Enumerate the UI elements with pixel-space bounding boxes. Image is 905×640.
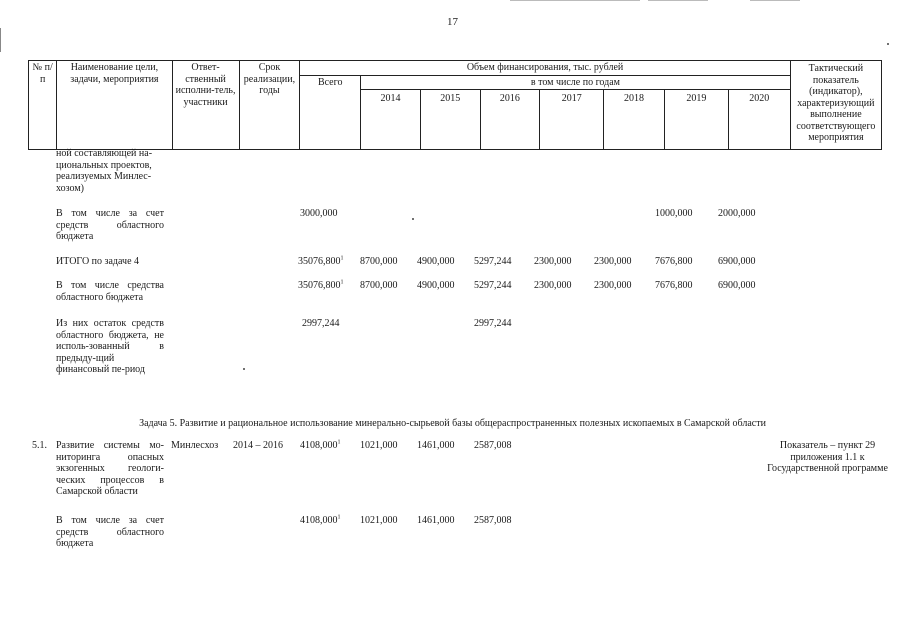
header-no: № п/п (29, 61, 57, 150)
header-term: Срок реализации, годы (239, 61, 300, 150)
row-regional-funds-2019: 7676,800 (655, 280, 693, 291)
row-unspent-balance-total: 2997,244 (302, 318, 340, 329)
header-indicator: Тактический показатель (индикатор), характеризующий выполнение соответствующего мероприятия (790, 61, 881, 150)
row-5-1-regional-name: В том числе за счет средств областного бюджета (56, 515, 164, 549)
row-regional-funds-2017: 2300,000 (534, 280, 572, 291)
header-name: Наименование цели, задачи, мероприятия (57, 61, 172, 150)
row-task4-total-total: 35076,800$^1$ (298, 255, 344, 267)
row-5-1-term: 2014 – 2016 (233, 440, 283, 451)
scan-speck (412, 218, 414, 220)
footnote-mark: 1 (337, 514, 341, 521)
page-number: 17 (447, 16, 458, 28)
header-year-2019: 2019 (664, 90, 728, 150)
row-regional-funds-total: 35076,800$^1$ (298, 279, 344, 291)
header-year-2017: 2017 (540, 90, 604, 150)
header-year-2016: 2016 (480, 90, 540, 150)
header-responsible: Ответ-ственный исполни-тель, участники (172, 61, 239, 150)
footnote-mark: 1 (337, 439, 341, 446)
row-regional-budget-total: 3000,000 (300, 208, 338, 219)
row-5-1-number: 5.1. (32, 440, 47, 451)
header-year-2018: 2018 (604, 90, 665, 150)
row-regional-budget-name: В том числе за счет средств областного бюджета (56, 208, 164, 242)
scan-edge-line (648, 0, 708, 1)
header-year-2014: 2014 (361, 90, 421, 150)
row-task4-total-2017: 2300,000 (534, 256, 572, 267)
footnote-mark: 1 (340, 255, 344, 262)
row-regional-funds-2020: 6900,000 (718, 280, 756, 291)
row-5-1-indicator: Показатель – пункт 29 приложения 1.1 к Государственной программе (767, 440, 888, 474)
row-5-1-responsible: Минлесхоз (171, 440, 219, 451)
row-regional-budget-2020: 2000,000 (718, 208, 756, 219)
row-5-1-regional-2014: 1021,000 (360, 515, 398, 526)
header-financing: Объем финансирования, тыс. рублей (300, 61, 790, 76)
scan-edge-mark (0, 28, 1, 52)
task5-title: Задача 5. Развитие и рациональное использование минерально-сырьевой базы общераспространенных полезных ископаемых в Самарской области (139, 418, 766, 429)
header-year-2015: 2015 (420, 90, 480, 150)
header-year-2020: 2020 (728, 90, 790, 150)
row-5-1-2014: 1021,000 (360, 440, 398, 451)
row-unspent-balance-name: Из них остаток средств областного бюджета, не исполь-зованный в предыду-щий финансовый пе-риод (56, 318, 164, 375)
row-5-1-total: 4108,000$^1$ (300, 439, 341, 451)
row-task4-total-2014: 8700,000 (360, 256, 398, 267)
scan-edge-line (750, 0, 800, 1)
row-5-1-2015: 1461,000 (417, 440, 455, 451)
scan-edge-line (510, 0, 640, 1)
row-regional-funds-2014: 8700,000 (360, 280, 398, 291)
row-5-1-name: Развитие системы мо-ниторинга опасных экзогенных геологи-ческих процессов в Самарской области (56, 440, 164, 497)
row-task4-total-2020: 6900,000 (718, 256, 756, 267)
header-by-years: в том числе по годам (361, 75, 791, 90)
row-5-1-regional-2016: 2587,008 (474, 515, 512, 526)
row-regional-funds-2015: 4900,000 (417, 280, 455, 291)
row-task4-total-2015: 4900,000 (417, 256, 455, 267)
row-task4-total-2019: 7676,800 (655, 256, 693, 267)
row-5-1-2016: 2587,008 (474, 440, 512, 451)
footnote-mark: 1 (340, 279, 344, 286)
row-regional-budget-2019: 1000,000 (655, 208, 693, 219)
row-regional-funds-2016: 5297,244 (474, 280, 512, 291)
row-task4-total-name: ИТОГО по задаче 4 (56, 256, 140, 267)
table-header (28, 60, 882, 150)
row-5-1-regional-2015: 1461,000 (417, 515, 455, 526)
scan-speck (243, 368, 245, 370)
row-unspent-balance-2016: 2997,244 (474, 318, 512, 329)
row-regional-funds-2018: 2300,000 (594, 280, 632, 291)
row-continuation-name: ной составляющей на-циональных проектов, реализуемых Минлес-хозом) (56, 148, 153, 194)
header-total: Всего (300, 75, 361, 150)
scan-speck (887, 43, 889, 45)
row-5-1-regional-total: 4108,000$^1$ (300, 514, 341, 526)
row-task4-total-2016: 5297,244 (474, 256, 512, 267)
row-task4-total-2018: 2300,000 (594, 256, 632, 267)
row-regional-funds-name: В том числе средства областного бюджета (56, 280, 164, 303)
